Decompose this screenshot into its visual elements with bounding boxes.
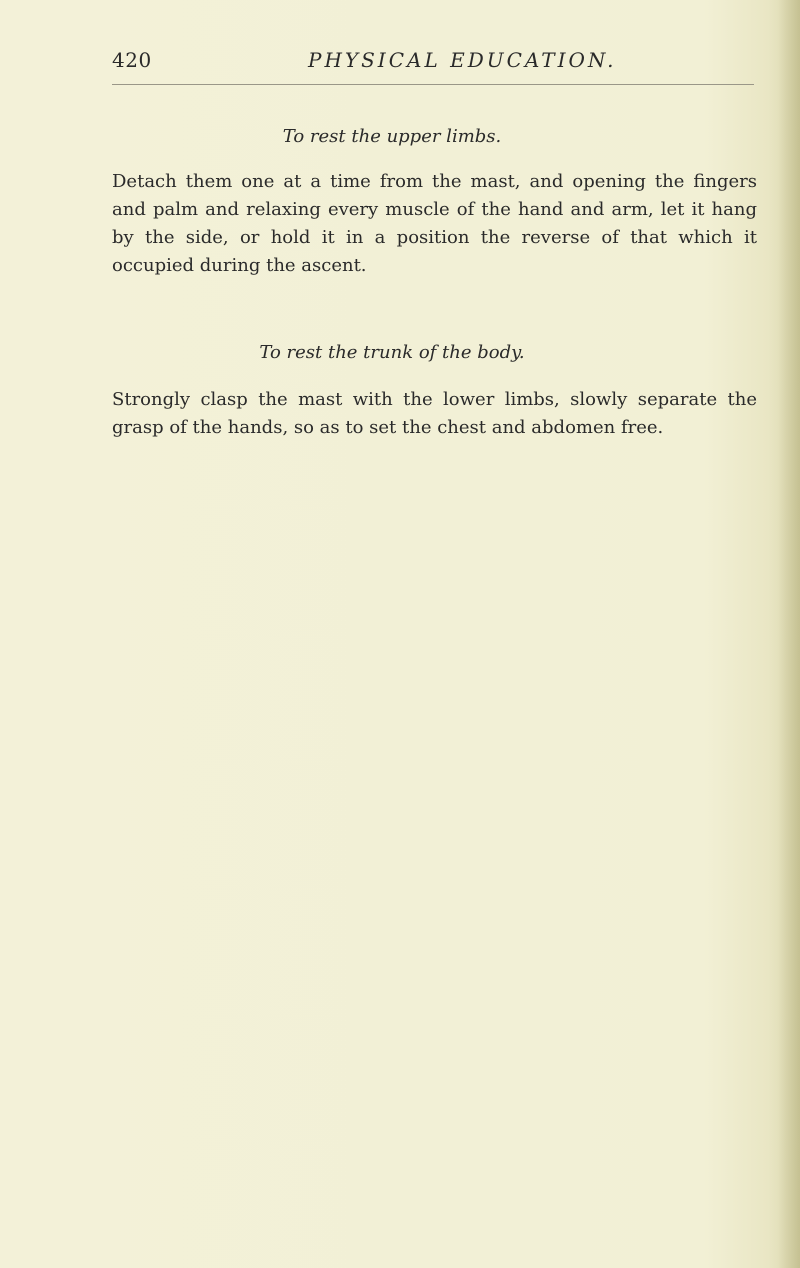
section-heading-upper-limbs: To rest the upper limbs. — [282, 126, 502, 147]
section-text-trunk: Strongly clasp the mast with the lower limbs, slowly separate the grasp of the hands, so as to set the chest and abdomen free. — [112, 389, 757, 438]
page-header — [112, 48, 752, 88]
section-text-upper-limbs: Detach them one at a time from the mast, and opening the fingers and palm and relaxing every muscle of the hand and arm, let it hang by the side, or hold it in a position the reverse of that which it occupied during the ascent. — [112, 171, 757, 276]
running-head: PHYSICAL EDUCATION. — [308, 48, 617, 72]
header-rule — [112, 84, 754, 85]
page-number: 420 — [112, 48, 152, 72]
page-edge-shadow — [778, 0, 800, 1268]
section-heading-trunk: To rest the trunk of the body. — [259, 342, 525, 363]
